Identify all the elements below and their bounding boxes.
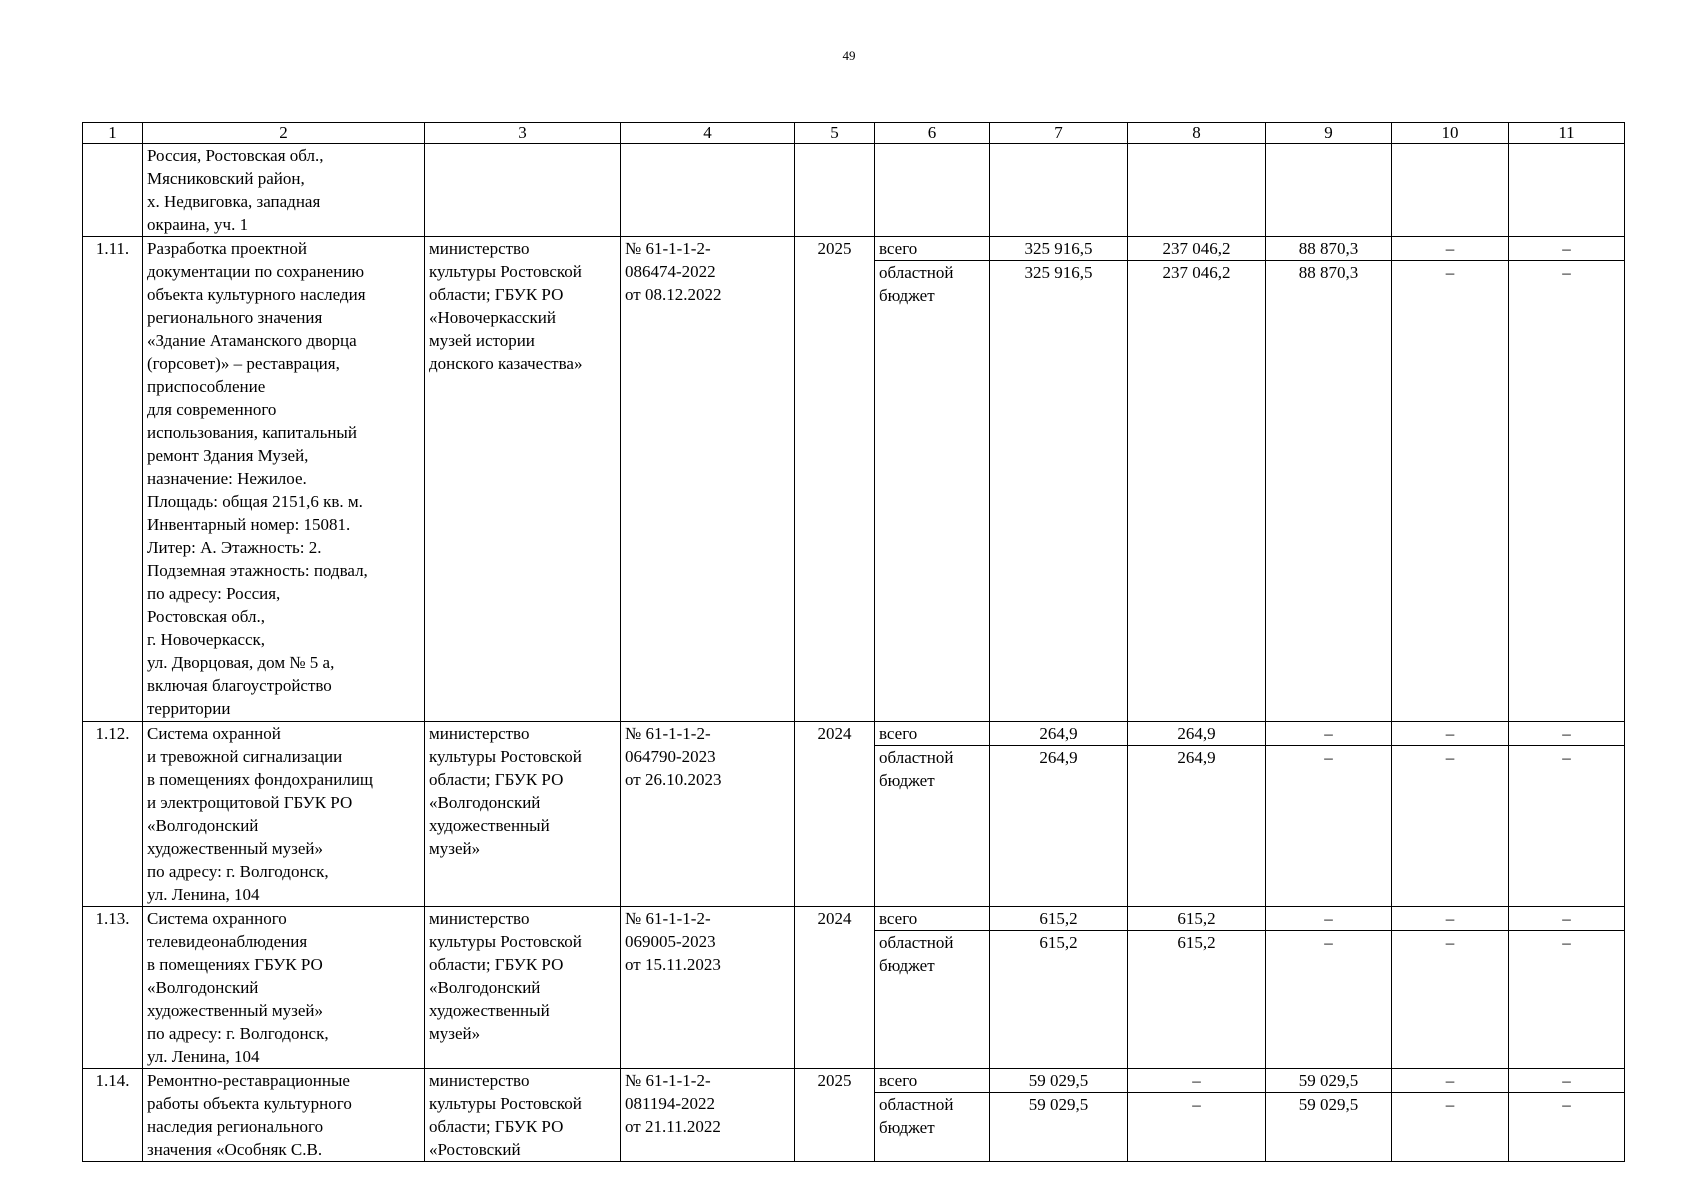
col-header: 5 (795, 123, 875, 144)
year: 2024 (795, 907, 875, 1069)
amount-total: 88 870,3 (1266, 237, 1392, 261)
amount-total: – (1392, 907, 1509, 931)
row-number: 1.12. (83, 722, 143, 907)
amount-budget: 264,9 (990, 746, 1128, 907)
amount-budget: – (1509, 931, 1625, 1069)
col-header: 8 (1128, 123, 1266, 144)
col-header: 11 (1509, 123, 1625, 144)
amount-total: 59 029,5 (1266, 1069, 1392, 1093)
empty-cell (1128, 144, 1266, 237)
object-name: Россия, Ростовская обл., Мясниковский район, х. Недвиговка, западная окраина, уч. 1 (143, 144, 425, 237)
year: 2025 (795, 237, 875, 722)
amount-total: 264,9 (990, 722, 1128, 746)
row-number: 1.14. (83, 1069, 143, 1162)
amount-budget: – (1266, 931, 1392, 1069)
amount-budget: 59 029,5 (1266, 1093, 1392, 1162)
empty-cell (425, 144, 621, 237)
amount-budget: – (1392, 746, 1509, 907)
amount-total: 59 029,5 (990, 1069, 1128, 1093)
amount-budget: – (1128, 1093, 1266, 1162)
table-row (83, 907, 1625, 931)
amount-budget: 615,2 (1128, 931, 1266, 1069)
amount-total: – (1392, 1069, 1509, 1093)
funding-source-total: всего (875, 237, 990, 261)
col-header: 10 (1392, 123, 1509, 144)
amount-total: 325 916,5 (990, 237, 1128, 261)
document-reference: № 61-1-1-2- 086474-2022 от 08.12.2022 (621, 237, 795, 722)
amount-total: – (1509, 907, 1625, 931)
responsible-org: министерство культуры Ростовской области; ГБУК РО «Новочеркасский музей истории донского казачества» (425, 237, 621, 722)
empty-cell (795, 144, 875, 237)
funding-source-total: всего (875, 722, 990, 746)
amount-total: – (1266, 722, 1392, 746)
amount-total: – (1392, 237, 1509, 261)
table-row (83, 237, 1625, 261)
amount-total: 615,2 (990, 907, 1128, 931)
table-row (83, 1069, 1625, 1093)
object-name: Разработка проектной документации по сохранению объекта культурного наследия регионального значения «Здание Атаманского дворца (горсовет)» – реставрация, приспособление для современного использования, капитальный ремонт Здания Музей, назначение: Нежилое. Площадь: общая 2151,6 кв. м. Инвентарный номер: 15081. Литер: А. Этажность: 2. Подземная этажность: подвал, по адресу: Россия, Ростовская обл., г. Новочеркасск, ул. Дворцовая, дом № 5 а, включая благоустройство территории (143, 237, 425, 722)
amount-budget: – (1266, 746, 1392, 907)
empty-cell (875, 144, 990, 237)
amount-budget: 88 870,3 (1266, 261, 1392, 722)
funding-source-budget: областной бюджет (875, 1093, 990, 1162)
amount-total: 615,2 (1128, 907, 1266, 931)
funding-source-budget: областной бюджет (875, 261, 990, 722)
responsible-org: министерство культуры Ростовской области; ГБУК РО «Ростовский (425, 1069, 621, 1162)
empty-cell (83, 144, 143, 237)
amount-total: – (1509, 722, 1625, 746)
funding-source-budget: областной бюджет (875, 746, 990, 907)
row-number: 1.13. (83, 907, 143, 1069)
document-reference: № 61-1-1-2- 081194-2022 от 21.11.2022 (621, 1069, 795, 1162)
table-row (83, 722, 1625, 746)
col-header: 3 (425, 123, 621, 144)
col-header: 4 (621, 123, 795, 144)
col-header: 2 (143, 123, 425, 144)
funding-source-total: всего (875, 1069, 990, 1093)
page-number: 49 (842, 48, 856, 63)
col-header: 1 (83, 123, 143, 144)
continuation-row (83, 144, 1625, 237)
amount-budget: 237 046,2 (1128, 261, 1266, 722)
amount-budget: – (1509, 261, 1625, 722)
amount-budget: – (1509, 746, 1625, 907)
amount-budget: 264,9 (1128, 746, 1266, 907)
program-table (82, 122, 1625, 1162)
amount-budget: – (1509, 1093, 1625, 1162)
amount-total: – (1509, 237, 1625, 261)
object-name: Система охранной и тревожной сигнализации в помещениях фондохранилищ и электрощитовой ГБУК РО «Волгодонский художественный музей» по адресу: г. Волгодонск, ул. Ленина, 104 (143, 722, 425, 907)
row-number: 1.11. (83, 237, 143, 722)
object-name: Ремонтно-реставрационные работы объекта культурного наследия регионального значения «Особняк С.В. (143, 1069, 425, 1162)
header-row (83, 123, 1625, 144)
year: 2025 (795, 1069, 875, 1162)
amount-total: – (1128, 1069, 1266, 1093)
funding-source-budget: областной бюджет (875, 931, 990, 1069)
col-header: 6 (875, 123, 990, 144)
empty-cell (1392, 144, 1509, 237)
document-reference: № 61-1-1-2- 069005-2023 от 15.11.2023 (621, 907, 795, 1069)
year: 2024 (795, 722, 875, 907)
amount-budget: – (1392, 931, 1509, 1069)
object-name: Система охранного телевидеонаблюдения в помещениях ГБУК РО «Волгодонский художественный музей» по адресу: г. Волгодонск, ул. Ленина, 104 (143, 907, 425, 1069)
funding-source-total: всего (875, 907, 990, 931)
empty-cell (990, 144, 1128, 237)
amount-total: – (1509, 1069, 1625, 1093)
responsible-org: министерство культуры Ростовской области; ГБУК РО «Волгодонский художественный музей» (425, 907, 621, 1069)
amount-total: 264,9 (1128, 722, 1266, 746)
amount-budget: – (1392, 261, 1509, 722)
empty-cell (1509, 144, 1625, 237)
empty-cell (621, 144, 795, 237)
document-reference: № 61-1-1-2- 064790-2023 от 26.10.2023 (621, 722, 795, 907)
amount-total: – (1392, 722, 1509, 746)
amount-budget: 325 916,5 (990, 261, 1128, 722)
amount-total: – (1266, 907, 1392, 931)
responsible-org: министерство культуры Ростовской области; ГБУК РО «Волгодонский художественный музей» (425, 722, 621, 907)
amount-budget: – (1392, 1093, 1509, 1162)
col-header: 7 (990, 123, 1128, 144)
amount-budget: 59 029,5 (990, 1093, 1128, 1162)
amount-total: 237 046,2 (1128, 237, 1266, 261)
empty-cell (1266, 144, 1392, 237)
amount-budget: 615,2 (990, 931, 1128, 1069)
col-header: 9 (1266, 123, 1392, 144)
